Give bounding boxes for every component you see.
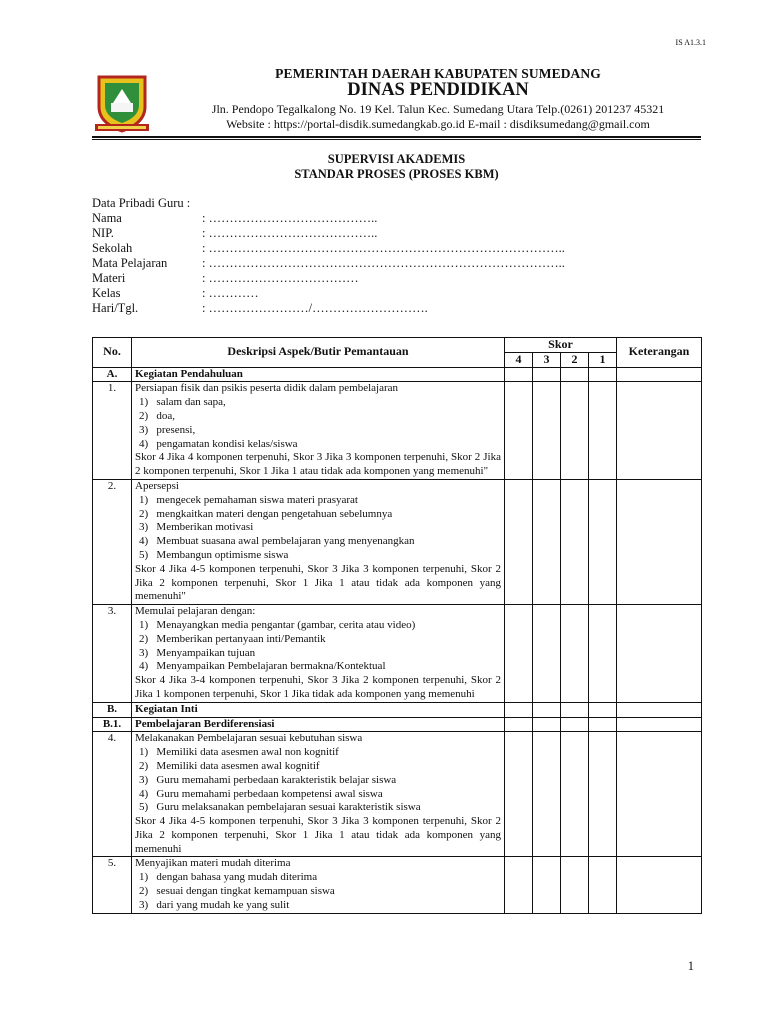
sub-item: 3) presensi,	[139, 423, 196, 436]
item-description	[132, 479, 505, 604]
sub-item: 4) Menyampaikan Pembelajaran bermakna/Kontektual	[139, 660, 386, 673]
field-blank[interactable]: : …………………………………..	[202, 226, 378, 240]
score-cell[interactable]	[561, 605, 589, 703]
sub-item: 1) dengan bahasa yang mudah diterima	[139, 871, 318, 884]
score-cell[interactable]	[533, 382, 561, 480]
field-blank[interactable]: : ………………………………	[202, 271, 359, 285]
section-title: Kegiatan Pendahuluan	[132, 367, 505, 382]
score-cell[interactable]	[505, 479, 533, 604]
sub-item: 4) Guru memahami perbedaan kompetensi awal siswa	[139, 787, 383, 800]
note-cell[interactable]	[617, 732, 702, 857]
note-cell[interactable]	[617, 702, 702, 717]
score-cell[interactable]	[561, 479, 589, 604]
score-cell[interactable]	[561, 717, 589, 732]
table-header-row	[93, 338, 702, 353]
field-blank[interactable]: : …………………………………………………………………………..	[202, 241, 565, 255]
section-title: Kegiatan Inti	[132, 702, 505, 717]
item-title: Menyajikan materi mudah diterima	[135, 857, 291, 870]
department-name: DINAS PENDIDIKAN	[347, 80, 529, 100]
sumedang-crest-logo	[93, 73, 151, 135]
score-cell[interactable]	[561, 702, 589, 717]
score-cell[interactable]	[505, 367, 533, 382]
score-cell[interactable]	[533, 857, 561, 913]
teacher-data-heading: Data Pribadi Guru :	[92, 196, 191, 210]
item-title: Melakanakan Pembelajaran sesuai kebutuhan siswa	[135, 732, 363, 745]
score-cell[interactable]	[561, 382, 589, 480]
field-label: Sekolah	[92, 241, 133, 255]
field-blank[interactable]: : …………………………………………………………………………..	[202, 256, 565, 270]
note-cell[interactable]	[617, 479, 702, 604]
score-cell[interactable]	[533, 702, 561, 717]
score-cell[interactable]	[589, 367, 617, 382]
section-row-b	[93, 702, 702, 717]
document-title	[92, 152, 701, 182]
field-label: Nama	[92, 211, 122, 225]
col-header-score-4: 4	[505, 352, 533, 367]
item-description	[132, 382, 505, 480]
table-row-item-3	[93, 605, 702, 703]
government-name: PEMERINTAH DAERAH KABUPATEN SUMEDANG	[275, 66, 601, 81]
item-number: 5.	[93, 857, 132, 913]
scoring-rubric: Skor 4 Jika 4 komponen terpenuhi, Skor 3 Jika 3 komponen terpenuhi, Skor 2 Jika 2 komponen terpenuhi, Skor 1 Jika 1 atau tidak ada komponen yang memenuhi"	[135, 451, 501, 478]
teacher-data	[92, 196, 565, 316]
score-cell[interactable]	[505, 382, 533, 480]
field-blank[interactable]: : …………	[202, 286, 259, 300]
note-cell[interactable]	[617, 857, 702, 913]
score-cell[interactable]	[589, 605, 617, 703]
section-title: Pembelajaran Berdiferensiasi	[132, 717, 505, 732]
col-header-score-1: 1	[589, 352, 617, 367]
website-email: Website : https://portal-disdik.sumedangkab.go.id E-mail : disdiksumedang@gmail.com	[226, 117, 650, 131]
field-label: Kelas	[92, 286, 121, 300]
sub-item: 3) Menyampaikan tujuan	[139, 646, 256, 659]
note-cell[interactable]	[617, 382, 702, 480]
sub-item: 2) sesuai dengan tingkat kemampuan siswa	[139, 885, 335, 898]
sub-item: 3) dari yang mudah ke yang sulit	[139, 898, 290, 911]
scoring-rubric: Skor 4 Jika 4-5 komponen terpenuhi, Skor 3 Jika 3 komponen terpenuhi, Skor 2 Jika 2 komponen terpenuhi, Skor 1 Jika 1 atau tidak ada komponen yang memenuhi	[135, 815, 501, 855]
col-header-keterangan: Keterangan	[617, 338, 702, 368]
sub-item: 1) salam dan sapa,	[139, 396, 226, 409]
field-label: Mata Pelajaran	[92, 256, 168, 270]
section-number: B.	[93, 702, 132, 717]
table-row-item-4	[93, 732, 702, 857]
score-cell[interactable]	[505, 605, 533, 703]
score-cell[interactable]	[505, 717, 533, 732]
section-row-b1	[93, 717, 702, 732]
sub-item: 4) pengamatan kondisi kelas/siswa	[139, 437, 298, 450]
sub-item: 2) mengkaitkan materi dengan pengetahuan sebelumnya	[139, 507, 393, 520]
score-cell[interactable]	[533, 717, 561, 732]
score-cell[interactable]	[589, 479, 617, 604]
supervision-table	[92, 337, 702, 914]
field-label: NIP.	[92, 226, 114, 240]
item-number: 3.	[93, 605, 132, 703]
item-number: 4.	[93, 732, 132, 857]
field-mata-pelajaran	[92, 256, 565, 271]
sub-item: 3) Memberikan motivasi	[139, 521, 254, 534]
item-description	[132, 605, 505, 703]
item-number: 2.	[93, 479, 132, 604]
field-sekolah	[92, 241, 565, 256]
col-header-description: Deskripsi Aspek/Butir Pemantauan	[132, 338, 505, 368]
score-cell[interactable]	[589, 382, 617, 480]
field-materi	[92, 271, 565, 286]
score-cell[interactable]	[533, 732, 561, 857]
note-cell[interactable]	[617, 605, 702, 703]
item-title: Memulai pelajaran dengan:	[135, 605, 256, 618]
item-description	[132, 857, 505, 913]
col-header-score-2: 2	[561, 352, 589, 367]
sub-item: 2) Memberikan pertanyaan inti/Pemantik	[139, 632, 326, 645]
document-code: IS A1.3.1	[675, 38, 706, 47]
score-cell[interactable]	[561, 367, 589, 382]
header-rule-thin	[92, 139, 701, 140]
address: Jln. Pendopo Tegalkalong No. 19 Kel. Talun Kec. Sumedang Utara Telp.(0261) 201237 45321	[211, 102, 665, 116]
item-title: Persiapan fisik dan psikis peserta didik dalam pembelajaran	[135, 382, 399, 395]
table-row-item-5	[93, 857, 702, 913]
table-row-item-2	[93, 479, 702, 604]
table-row-item-1	[93, 382, 702, 480]
note-cell[interactable]	[617, 367, 702, 382]
score-cell[interactable]	[589, 732, 617, 857]
sub-item: 4) Membuat suasana awal pembelajaran yang menyenangkan	[139, 535, 415, 548]
item-title: Apersepsi	[135, 479, 179, 492]
field-nip	[92, 226, 565, 241]
field-kelas	[92, 286, 565, 301]
score-cell[interactable]	[533, 367, 561, 382]
sub-item: 2) Memiliki data asesmen awal kognitif	[139, 759, 320, 772]
col-header-score-3: 3	[533, 352, 561, 367]
field-blank[interactable]: : …………………………………..	[202, 211, 378, 225]
note-cell[interactable]	[617, 717, 702, 732]
field-blank[interactable]: : ……………………/……………………….	[202, 301, 428, 315]
sub-item: 2) doa,	[139, 409, 176, 422]
section-number: A.	[93, 367, 132, 382]
score-cell[interactable]	[505, 857, 533, 913]
field-label: Hari/Tgl.	[92, 301, 139, 315]
scoring-rubric: Skor 4 Jika 3-4 komponen terpenuhi, Skor 3 Jika 2 komponen terpenuhi, Skor 2 Jika 1 komponen terpenuhi, Skor 1 Jika tidak ada komponen yang memenuhi	[135, 674, 501, 700]
sub-item: 5) Guru melaksanakan pembelajaran sesuai karakteristik siswa	[139, 801, 421, 814]
score-cell[interactable]	[561, 857, 589, 913]
score-cell[interactable]	[533, 479, 561, 604]
sub-item: 1) Memiliki data asesmen awal non kognitif	[139, 746, 339, 759]
scoring-rubric: Skor 4 Jika 4-5 komponen terpenuhi, Skor 3 Jika 3 komponen terpenuhi, Skor 2 Jika 2 komponen terpenuhi, Skor 1 Jika 1 atau tidak ada komponen yang memenuhi"	[135, 562, 501, 603]
field-nama	[92, 211, 565, 226]
header-rule	[92, 136, 701, 138]
sub-item: 1) Menayangkan media pengantar (gambar, cerita atau video)	[139, 618, 416, 631]
score-cell[interactable]	[533, 605, 561, 703]
title-line-2: STANDAR PROSES (PROSES KBM)	[294, 167, 499, 181]
col-header-skor: Skor	[505, 338, 617, 353]
score-cell[interactable]	[561, 732, 589, 857]
col-header-no: No.	[93, 338, 132, 368]
score-cell[interactable]	[505, 702, 533, 717]
score-cell[interactable]	[589, 717, 617, 732]
score-cell[interactable]	[589, 702, 617, 717]
sub-item: 5) Membangun optimisme siswa	[139, 548, 289, 561]
section-number: B.1.	[93, 717, 132, 732]
score-cell[interactable]	[589, 857, 617, 913]
title-line-1: SUPERVISI AKADEMIS	[327, 152, 466, 166]
section-row-a	[93, 367, 702, 382]
item-description	[132, 732, 505, 857]
item-number: 1.	[93, 382, 132, 480]
field-label: Materi	[92, 271, 126, 285]
page-number: 1	[687, 959, 694, 973]
sub-item: 1) mengecek pemahaman siswa materi prasyarat	[139, 493, 358, 506]
field-hari-tgl	[92, 301, 565, 316]
sub-item: 3) Guru memahami perbedaan karakteristik belajar siswa	[139, 773, 397, 786]
score-cell[interactable]	[505, 732, 533, 857]
